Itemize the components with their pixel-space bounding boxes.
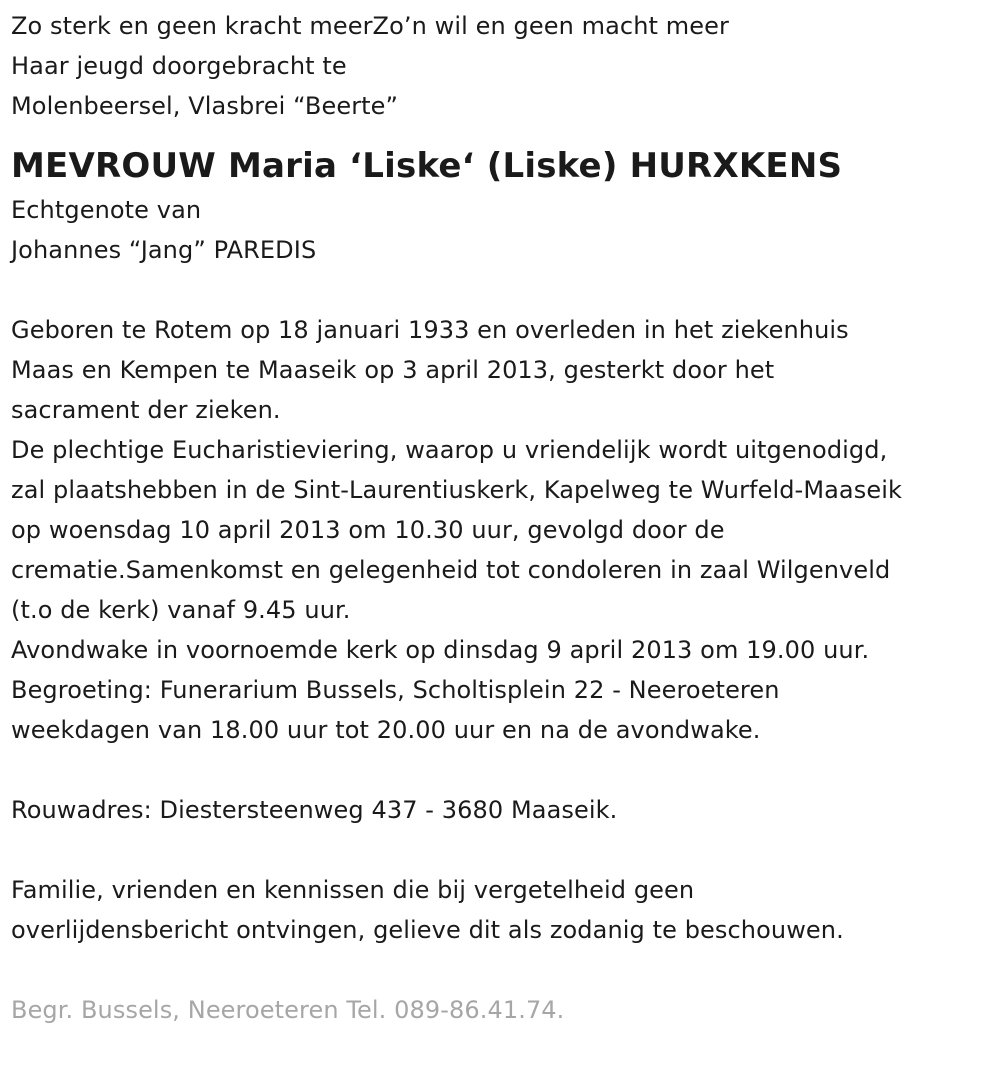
- poem-line: Haar jeugd doorgebracht te: [11, 52, 347, 80]
- spouse-info: [11, 190, 996, 270]
- details-line: (t.o de kerk) vanaf 9.45 uur.: [11, 596, 351, 624]
- spouse-label: Echtgenote van: [11, 196, 202, 224]
- deceased-name: MEVROUW Maria ‘Liske‘ (Liske) HURXKENS: [11, 146, 843, 186]
- mourning-address: Rouwadres: Diestersteenweg 437 - 3680 Maaseik.: [11, 796, 618, 824]
- death-notice: [11, 6, 996, 1030]
- details: [11, 310, 996, 750]
- notice-line: overlijdensbericht ontvingen, gelieve dit als zodanig te beschouwen.: [11, 916, 844, 944]
- details-line: weekdagen van 18.00 uur tot 20.00 uur en na de avondwake.: [11, 716, 761, 744]
- details-line: De plechtige Eucharistieviering, waarop u vriendelijk wordt uitgenodigd,: [11, 436, 888, 464]
- details-line: op woensdag 10 april 2013 om 10.30 uur, gevolgd door de: [11, 516, 725, 544]
- spacer: [11, 950, 996, 990]
- details-line: Begroeting: Funerarium Bussels, Scholtisplein 22 - Neeroeteren: [11, 676, 780, 704]
- spacer: [11, 750, 996, 790]
- poem: [11, 6, 996, 126]
- poem-line: Molenbeersel, Vlasbrei “Beerte”: [11, 92, 399, 120]
- notice-line: Familie, vrienden en kennissen die bij vergetelheid geen: [11, 876, 695, 904]
- details-line: crematie.Samenkomst en gelegenheid tot condoleren in zaal Wilgenveld: [11, 556, 891, 584]
- details-line: Maas en Kempen te Maaseik op 3 april 2013, gesterkt door het: [11, 356, 775, 384]
- notice: [11, 870, 996, 950]
- spacer: [11, 270, 996, 310]
- funeral-home-footer: Begr. Bussels, Neeroeteren Tel. 089-86.41.74.: [11, 996, 565, 1024]
- details-line: sacrament der zieken.: [11, 396, 281, 424]
- details-line: Geboren te Rotem op 18 januari 1933 en overleden in het ziekenhuis: [11, 316, 849, 344]
- poem-line: Zo sterk en geen kracht meerZo’n wil en geen macht meer: [11, 12, 729, 40]
- spacer: [11, 830, 996, 870]
- details-line: zal plaatshebben in de Sint-Laurentiuskerk, Kapelweg te Wurfeld-Maaseik: [11, 476, 902, 504]
- spouse-name: Johannes “Jang” PAREDIS: [11, 236, 317, 264]
- details-line: Avondwake in voornoemde kerk op dinsdag 9 april 2013 om 19.00 uur.: [11, 636, 870, 664]
